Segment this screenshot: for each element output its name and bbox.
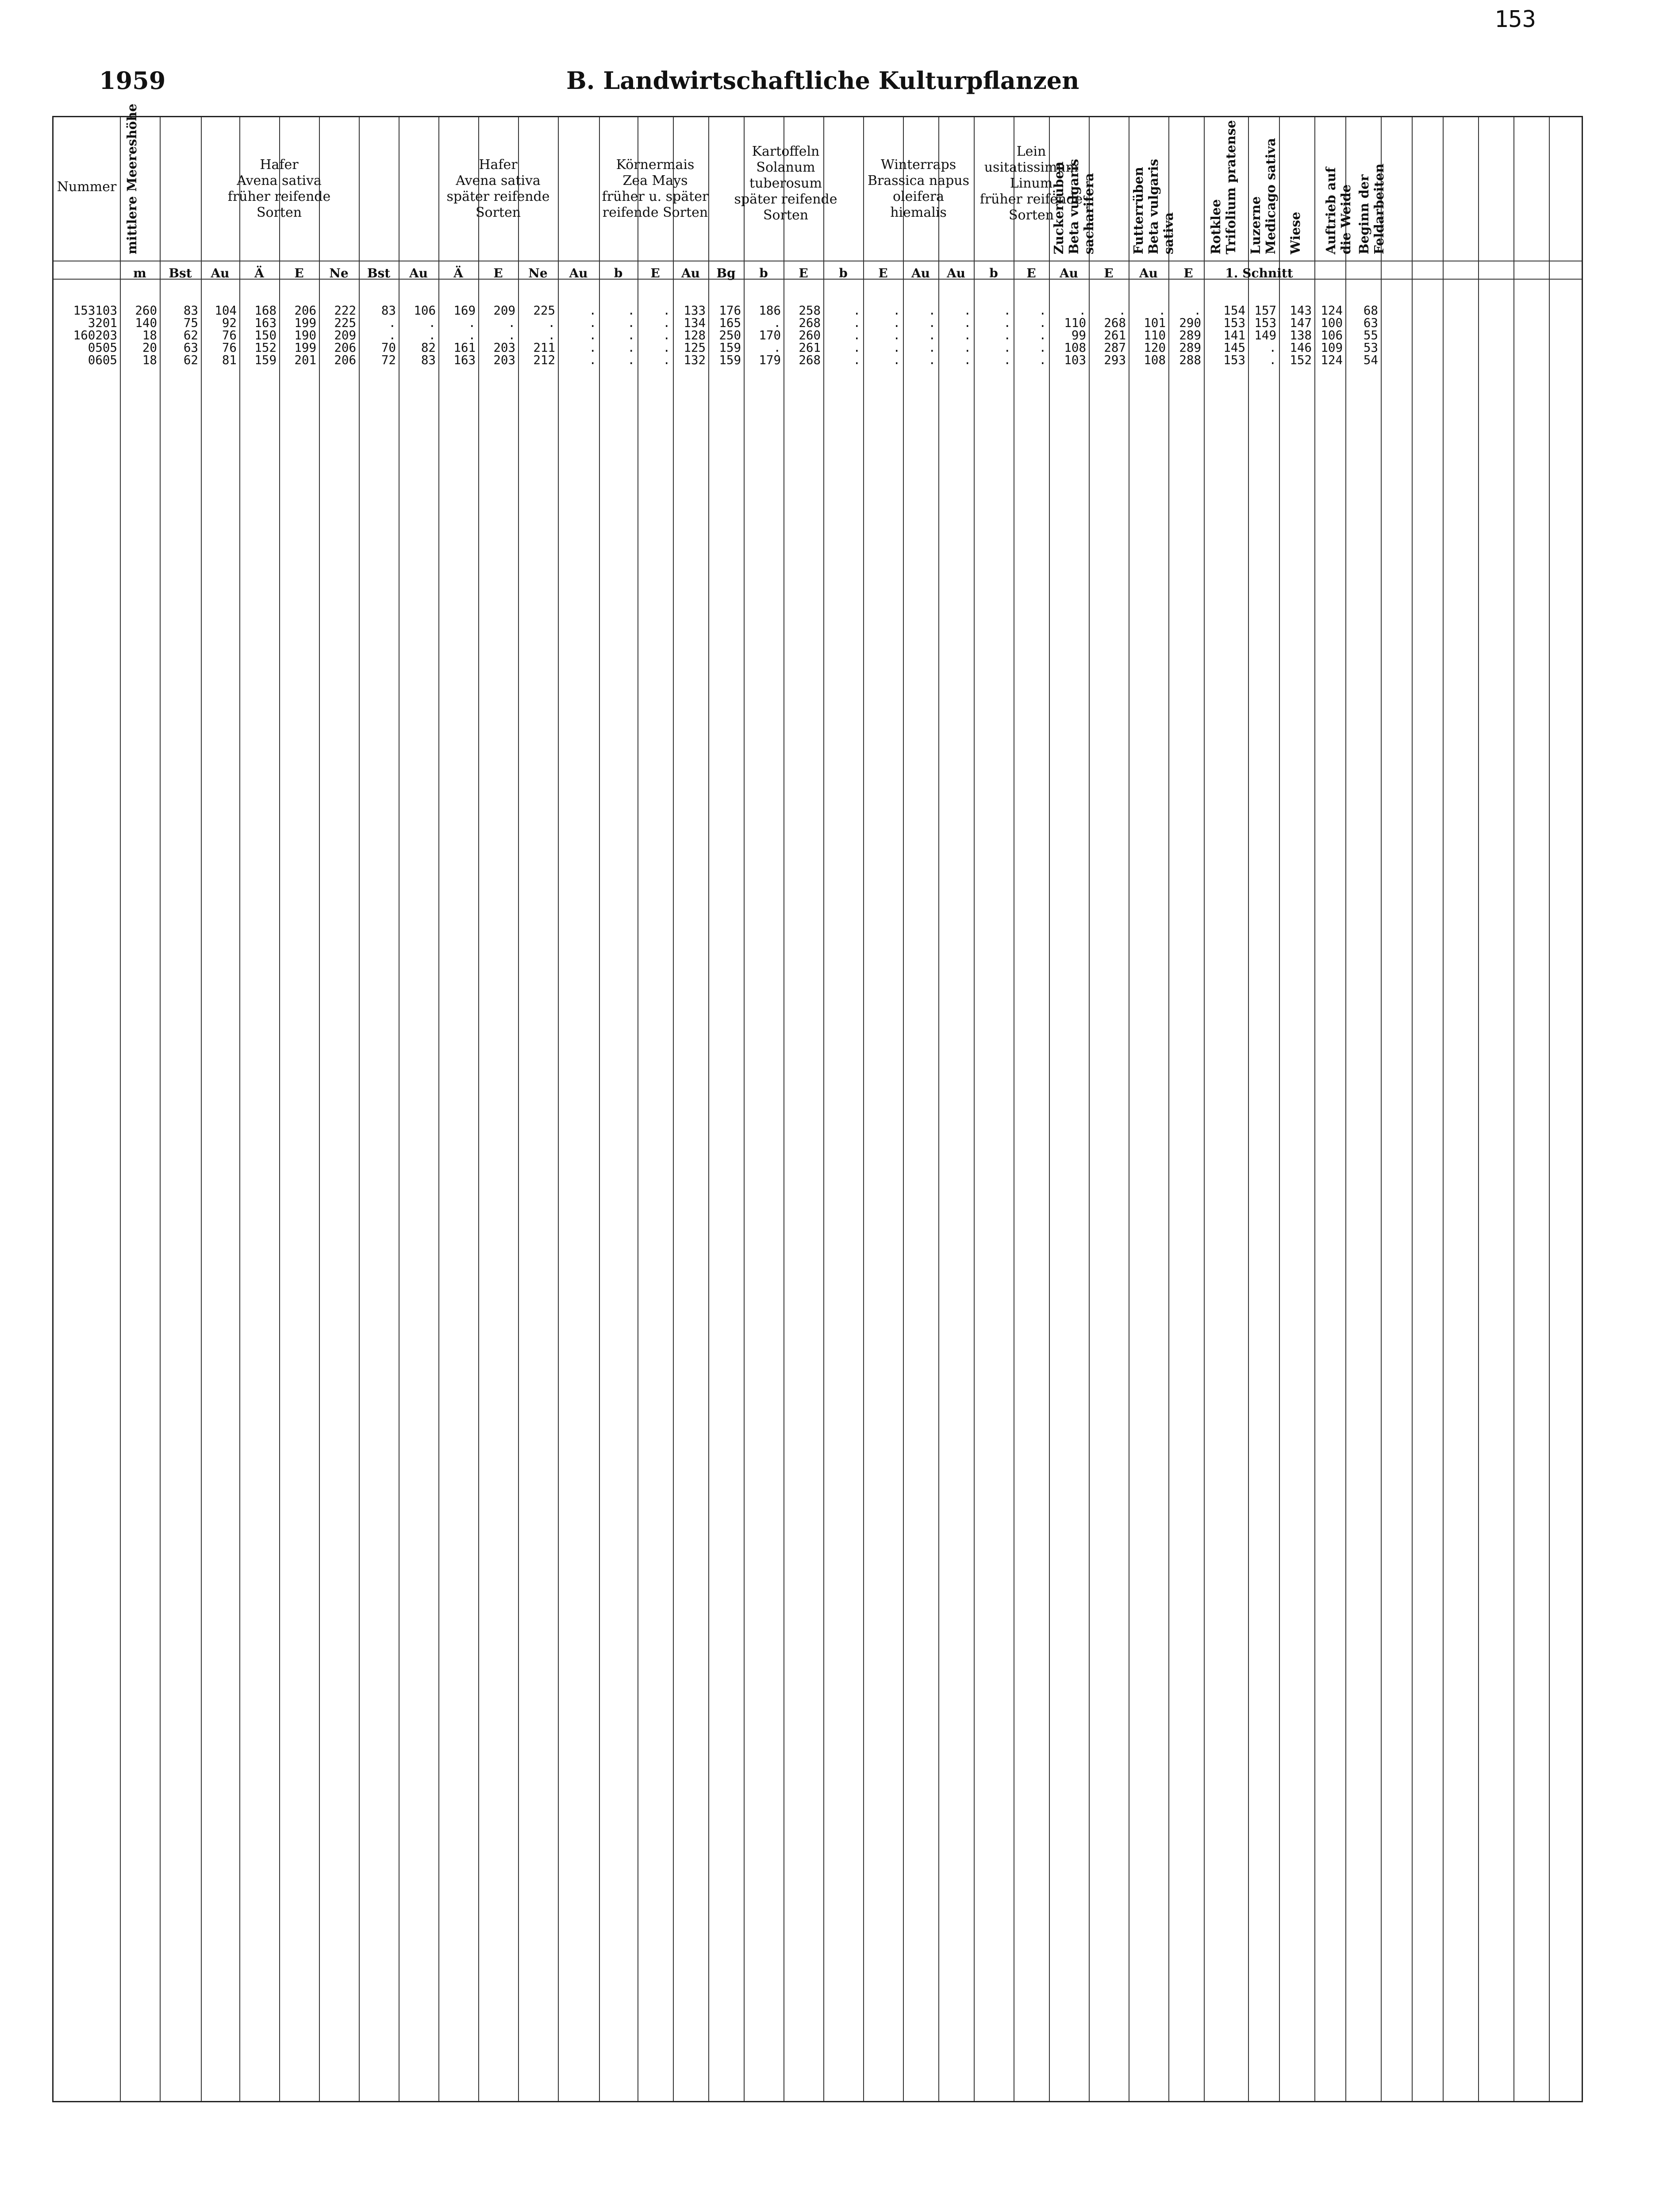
table-cell: 150	[254, 328, 277, 342]
table-cell: 179	[759, 353, 781, 367]
table-cell: 225	[533, 303, 555, 318]
table-cell: .	[928, 328, 936, 342]
table-cell: .	[627, 341, 635, 355]
table-cell: .	[1039, 316, 1046, 330]
table-cell: .	[663, 341, 670, 355]
table-cell: .	[1039, 341, 1046, 355]
table-cell: 209	[334, 328, 356, 342]
table-cell: .	[853, 316, 860, 330]
sub-column-label: Au	[409, 266, 428, 280]
table-cell: 133	[684, 303, 706, 318]
table-cell: 18	[142, 328, 157, 342]
sub-column-label: Au	[211, 266, 230, 280]
column-divider	[1443, 117, 1444, 2101]
page-number: 153	[1494, 6, 1536, 33]
data-table	[52, 104, 1583, 2102]
table-cell: 100	[1321, 316, 1343, 330]
table-cell: 108	[1064, 341, 1086, 355]
meereshoehe-header: mittlere Meereshöhe	[124, 104, 139, 254]
table-cell: 165	[719, 316, 741, 330]
column-divider	[518, 117, 519, 2101]
column-divider	[938, 117, 939, 2101]
column-divider	[1049, 117, 1050, 2101]
column-divider	[1549, 117, 1550, 2101]
table-cell: 109	[1321, 341, 1343, 355]
column-divider	[744, 117, 745, 2101]
table-cell: .	[964, 353, 971, 367]
table-cell: .	[627, 316, 635, 330]
table-cell: 206	[294, 303, 316, 318]
unit-schnitt: 1. Schnitt	[1225, 266, 1293, 280]
table-cell: 159	[254, 353, 277, 367]
table-cell: 138	[1290, 328, 1312, 342]
table-cell: 83	[381, 303, 396, 318]
table-cell: 250	[719, 328, 741, 342]
sub-column-label: Au	[946, 266, 966, 280]
column-divider	[1279, 117, 1280, 2101]
auftrieb-header: Auftrieb auf die Weide	[1323, 167, 1353, 254]
table-cell: 170	[759, 328, 781, 342]
table-cell: 159	[719, 341, 741, 355]
table-cell: .	[1003, 341, 1011, 355]
sub-column-label: Au	[1139, 266, 1158, 280]
table-cell: .	[853, 353, 860, 367]
table-cell: 287	[1104, 341, 1126, 355]
table-cell: 199	[294, 316, 316, 330]
table-cell: .	[773, 341, 781, 355]
table-cell: 147	[1290, 316, 1312, 330]
table-cell: 203	[493, 341, 515, 355]
table-cell: .	[589, 341, 596, 355]
table-cell: .	[589, 328, 596, 342]
table-cell: .	[663, 328, 670, 342]
table-cell: .	[1039, 328, 1046, 342]
table-cell: .	[964, 303, 971, 318]
page-heading: B. Landwirtschaftliche Kulturpflanzen	[566, 66, 1079, 95]
table-cell: 199	[294, 341, 316, 355]
table-cell: 161	[453, 341, 476, 355]
sub-column-label: E	[1183, 266, 1193, 280]
table-cell: .	[1039, 353, 1046, 367]
table-cell: .	[388, 328, 396, 342]
table-cell: 201	[294, 353, 316, 367]
table-cell: 293	[1104, 353, 1126, 367]
table-cell: 63	[1363, 316, 1378, 330]
table-cell: 63	[183, 341, 198, 355]
sub-column-label: Au	[1059, 266, 1079, 280]
table-cell: 83	[183, 303, 198, 318]
table-cell: 289	[1179, 328, 1201, 342]
table-cell: 153	[1223, 316, 1245, 330]
sub-column-label: Au	[681, 266, 700, 280]
table-cell: 152	[254, 341, 277, 355]
table-cell: 101	[1144, 316, 1166, 330]
column-divider	[478, 117, 479, 2101]
table-cell: .	[1194, 303, 1201, 318]
table-cell: .	[1003, 303, 1011, 318]
sub-column-label: E	[1026, 266, 1036, 280]
table-cell: .	[627, 303, 635, 318]
table-cell: .	[964, 341, 971, 355]
table-cell: 203	[493, 353, 515, 367]
column-divider	[1168, 117, 1169, 2101]
table-cell: 106	[1321, 328, 1343, 342]
column-divider	[1204, 117, 1205, 2101]
table-cell: 268	[799, 353, 821, 367]
table-cell: .	[893, 328, 900, 342]
sub-column-label: E	[1104, 266, 1114, 280]
table-cell: .	[1079, 303, 1086, 318]
table-cell: .	[589, 316, 596, 330]
column-divider	[708, 117, 709, 2101]
table-cell: 261	[799, 341, 821, 355]
table-cell: 154	[1223, 303, 1245, 318]
table-cell: .	[663, 303, 670, 318]
table-cell: .	[1269, 341, 1276, 355]
column-divider	[120, 117, 121, 2101]
table-cell: 169	[453, 303, 476, 318]
sub-column-label: Ä	[254, 266, 264, 280]
table-cell: .	[1003, 316, 1011, 330]
table-cell: 157	[1254, 303, 1276, 318]
column-divider	[1513, 117, 1514, 2101]
wiese-header: Wiese	[1288, 211, 1303, 254]
table-cell: 145	[1223, 341, 1245, 355]
table-cell: 209	[493, 303, 515, 318]
table-cell: 99	[1071, 328, 1086, 342]
table-cell: .	[893, 316, 900, 330]
table-cell: 81	[222, 353, 237, 367]
table-cell: 18	[142, 353, 157, 367]
table-cell: .	[589, 303, 596, 318]
hafer-frueh-header: Hafer Avena sativa früher reifende Sorten	[227, 157, 331, 220]
table-cell: 222	[334, 303, 356, 318]
table-cell: 290	[1179, 316, 1201, 330]
column-divider	[974, 117, 975, 2101]
table-cell: 92	[222, 316, 237, 330]
table-cell: 120	[1144, 341, 1166, 355]
kartoffeln-header: Kartoffeln Solanum tuberosum später reifende Sorten	[734, 144, 837, 223]
column-divider	[823, 117, 824, 2101]
column-divider	[1478, 117, 1479, 2101]
table-cell: 108	[1144, 353, 1166, 367]
sub-column-label: Au	[911, 266, 930, 280]
table-cell: .	[853, 303, 860, 318]
sub-column-label: b	[614, 266, 623, 280]
table-cell: .	[548, 328, 555, 342]
table-cell: 146	[1290, 341, 1312, 355]
table-cell: 124	[1321, 353, 1343, 367]
table-cell: 62	[183, 353, 198, 367]
table-cell: .	[589, 353, 596, 367]
table-cell: .	[1003, 353, 1011, 367]
table-cell: 163	[254, 316, 277, 330]
table-cell: 176	[719, 303, 741, 318]
table-cell: .	[964, 316, 971, 330]
table-cell: 75	[183, 316, 198, 330]
table-cell: 104	[215, 303, 237, 318]
sub-column-label: Au	[569, 266, 588, 280]
table-cell: 258	[799, 303, 821, 318]
table-cell: .	[964, 328, 971, 342]
column-divider	[863, 117, 864, 2101]
sub-column-label: E	[294, 266, 304, 280]
sub-column-label: Bst	[367, 266, 391, 280]
table-cell: .	[893, 353, 900, 367]
rotklee-header: Rotklee Trifolium pratense	[1208, 120, 1238, 254]
table-cell: .	[468, 328, 476, 342]
table-cell: 0505	[88, 341, 117, 355]
table-cell: .	[1158, 303, 1166, 318]
column-divider	[359, 117, 360, 2101]
table-cell: 62	[183, 328, 198, 342]
table-cell: 82	[421, 341, 436, 355]
table-cell: .	[508, 316, 515, 330]
sub-column-label: Ä	[453, 266, 463, 280]
table-cell: 206	[334, 353, 356, 367]
zuckerrueben-header: Zuckerrüben Beta vulgaris sacharifera	[1051, 159, 1096, 254]
table-cell: 159	[719, 353, 741, 367]
table-cell: 289	[1179, 341, 1201, 355]
futterrueben-header: Futterrüben Beta vulgaris sativa	[1131, 159, 1176, 254]
column-divider	[160, 117, 161, 2101]
table-cell: .	[853, 341, 860, 355]
table-cell: 110	[1144, 328, 1166, 342]
table-cell: .	[893, 341, 900, 355]
table-cell: 268	[1104, 316, 1126, 330]
column-divider	[1412, 117, 1413, 2101]
table-cell: .	[928, 341, 936, 355]
table-cell: .	[428, 316, 436, 330]
sub-column-label: E	[493, 266, 503, 280]
sub-column-label: b	[989, 266, 998, 280]
koernermais-header: Körnermais Zea Mays früher u. später reifende Sorten	[602, 157, 709, 220]
table-cell: .	[627, 353, 635, 367]
table-cell: .	[1003, 328, 1011, 342]
table-cell: 53	[1363, 341, 1378, 355]
table-cell: 70	[381, 341, 396, 355]
table-cell: .	[928, 303, 936, 318]
column-divider	[558, 117, 559, 2101]
table-cell: .	[548, 316, 555, 330]
hafer-spaet-header: Hafer Avena sativa später reifende Sorten	[446, 157, 550, 220]
column-divider	[319, 117, 320, 2101]
column-divider	[279, 117, 280, 2101]
table-cell: .	[468, 316, 476, 330]
column-divider	[1248, 117, 1249, 2101]
column-divider	[1345, 117, 1346, 2101]
table-cell: 153103	[73, 303, 117, 318]
table-cell: 83	[421, 353, 436, 367]
table-cell: 103	[1064, 353, 1086, 367]
sub-column-label: b	[759, 266, 768, 280]
table-cell: 55	[1363, 328, 1378, 342]
table-cell: .	[893, 303, 900, 318]
table-cell: 124	[1321, 303, 1343, 318]
table-cell: 160203	[73, 328, 117, 342]
nummer-header: Nummer	[57, 179, 117, 195]
table-cell: 261	[1104, 328, 1126, 342]
table-cell: 168	[254, 303, 277, 318]
table-cell: 225	[334, 316, 356, 330]
column-divider	[673, 117, 674, 2101]
table-cell: 153	[1223, 353, 1245, 367]
table-cell: 20	[142, 341, 157, 355]
column-divider	[1381, 117, 1382, 2101]
table-cell: 128	[684, 328, 706, 342]
table-cell: 153	[1254, 316, 1276, 330]
table-cell: 76	[222, 328, 237, 342]
table-cell: 288	[1179, 353, 1201, 367]
table-cell: 260	[799, 328, 821, 342]
table-cell: .	[853, 328, 860, 342]
table-cell: .	[928, 316, 936, 330]
sub-column-label: E	[799, 266, 808, 280]
table-cell: 260	[135, 303, 157, 318]
table-cell: 190	[294, 328, 316, 342]
sub-column-label: Bst	[169, 266, 192, 280]
table-cell: 186	[759, 303, 781, 318]
table-cell: 163	[453, 353, 476, 367]
table-cell: 68	[1363, 303, 1378, 318]
table-cell: .	[663, 316, 670, 330]
luzerne-header: Luzerne Medicago sativa	[1248, 138, 1278, 254]
column-divider	[201, 117, 202, 2101]
year-label: 1959	[99, 66, 166, 95]
table-cell: 0605	[88, 353, 117, 367]
table-cell: 3201	[88, 316, 117, 330]
column-divider	[599, 117, 600, 2101]
sub-column-label: E	[650, 266, 660, 280]
table-cell: 141	[1223, 328, 1245, 342]
table-cell: 106	[414, 303, 436, 318]
table-cell: 152	[1290, 353, 1312, 367]
sub-column-label: Bg	[716, 266, 736, 280]
table-cell: 134	[684, 316, 706, 330]
table-cell: .	[1269, 353, 1276, 367]
table-cell: 149	[1254, 328, 1276, 342]
table-cell: .	[773, 316, 781, 330]
table-cell: .	[388, 316, 396, 330]
table-cell: .	[428, 328, 436, 342]
table-cell: .	[1039, 303, 1046, 318]
table-cell: .	[508, 328, 515, 342]
table-cell: .	[663, 353, 670, 367]
column-divider	[438, 117, 439, 2101]
winterraps-header: Winterraps Brassica napus oleifera hiemalis	[867, 157, 969, 220]
table-cell: 54	[1363, 353, 1378, 367]
table-cell: .	[928, 353, 936, 367]
table-cell: .	[1118, 303, 1126, 318]
table-cell: .	[627, 328, 635, 342]
table-cell: 76	[222, 341, 237, 355]
table-cell: 212	[533, 353, 555, 367]
sub-column-label: Ne	[329, 266, 349, 280]
column-divider	[1089, 117, 1090, 2101]
table-cell: 140	[135, 316, 157, 330]
table-cell: 125	[684, 341, 706, 355]
table-cell: 211	[533, 341, 555, 355]
column-divider	[903, 117, 904, 2101]
column-divider	[1314, 117, 1315, 2101]
table-cell: 132	[684, 353, 706, 367]
sub-column-label: Ne	[528, 266, 548, 280]
column-divider	[239, 117, 240, 2101]
table-cell: 143	[1290, 303, 1312, 318]
lein-header: Lein usitatissimum Linum früher reifende Sorten	[979, 144, 1083, 223]
sub-column-label: b	[839, 266, 848, 280]
table-cell: 110	[1064, 316, 1086, 330]
table-cell: 72	[381, 353, 396, 367]
beginn-header: Beginn der Feldarbeiten	[1356, 163, 1387, 254]
unit-m: m	[133, 266, 146, 280]
table-cell: 268	[799, 316, 821, 330]
table-cell: 206	[334, 341, 356, 355]
sub-column-label: E	[878, 266, 888, 280]
